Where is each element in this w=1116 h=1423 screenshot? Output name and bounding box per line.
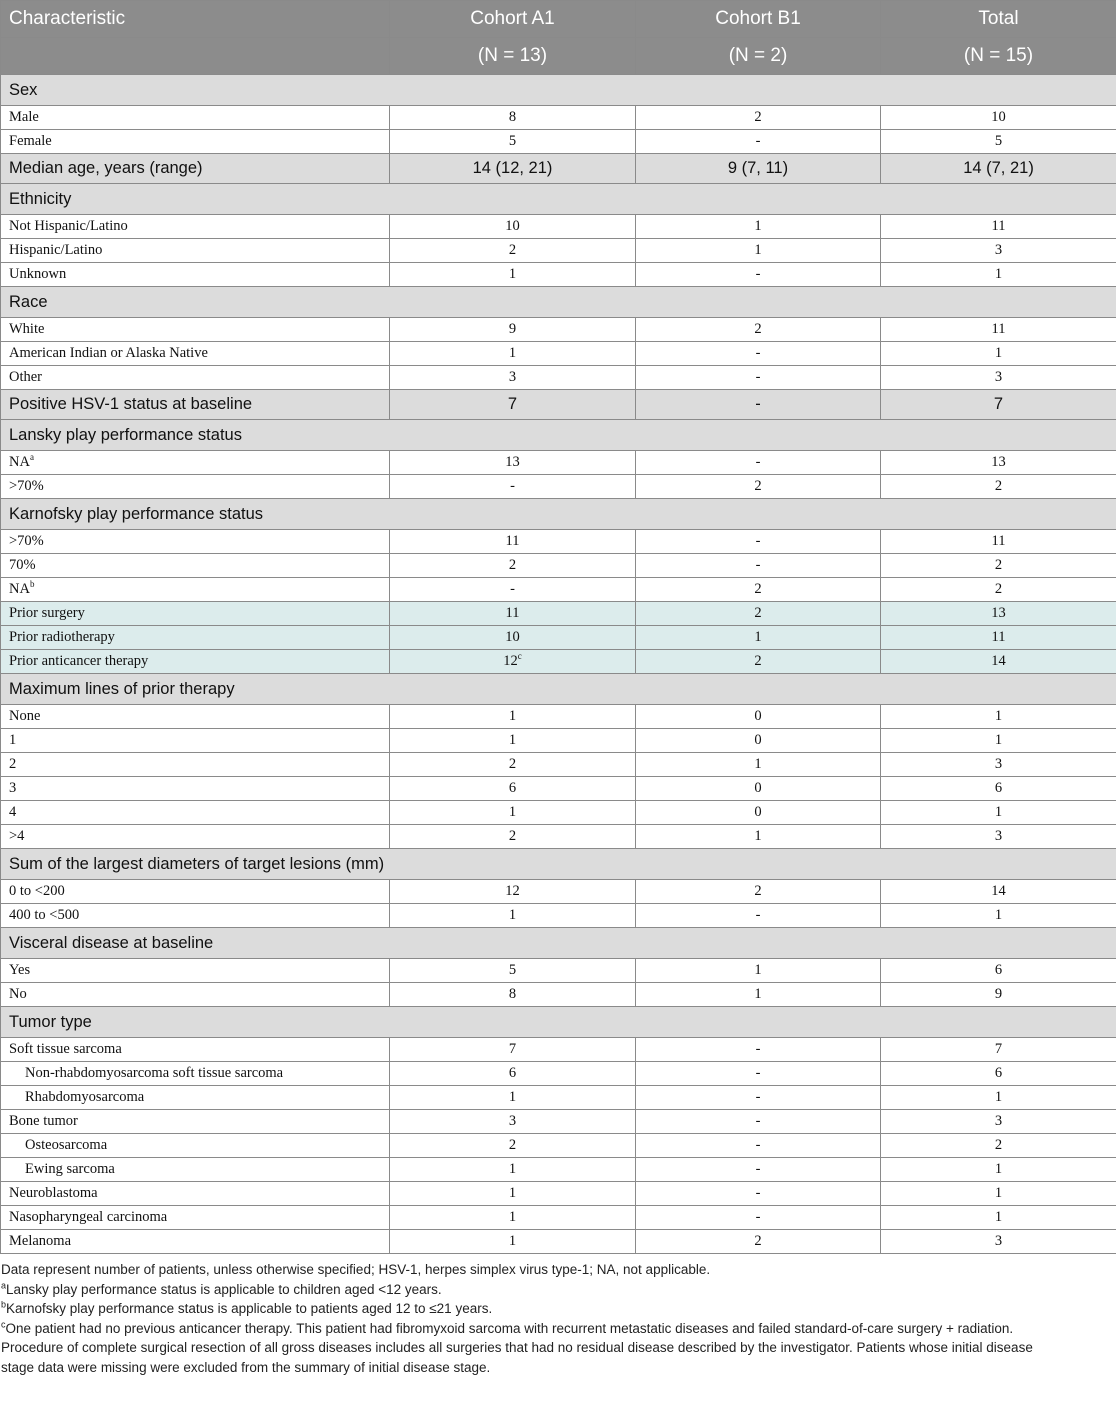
cell-a1: 1: [390, 342, 636, 366]
header-n-row: [1, 38, 1116, 75]
row-label: Soft tissue sarcoma: [1, 1038, 390, 1062]
cell-total: 10: [881, 106, 1116, 130]
cell-total: 1: [881, 904, 1116, 928]
row-label-text: NA: [9, 454, 30, 470]
cell-a1: 1: [390, 1206, 636, 1230]
section-title: Tumor type: [1, 1007, 1116, 1038]
row-label: 0 to <200: [1, 880, 390, 904]
cell-a1: 2: [390, 554, 636, 578]
cell-a1: 11: [390, 602, 636, 626]
table-row: [1, 1206, 1116, 1230]
cell-total: 1: [881, 705, 1116, 729]
row-label: 3: [1, 777, 390, 801]
cell-b1: 9 (7, 11): [636, 154, 881, 184]
header-n-total: (N = 15): [881, 38, 1116, 75]
table-row: [1, 959, 1116, 983]
row-label: 70%: [1, 554, 390, 578]
section-header: [1, 674, 1116, 705]
cell-a1: 8: [390, 983, 636, 1007]
cell-a1: 2: [390, 239, 636, 263]
cell-total: 2: [881, 475, 1116, 499]
row-label: White: [1, 318, 390, 342]
row-label: 4: [1, 801, 390, 825]
cell-a1: 5: [390, 959, 636, 983]
cell-total: 14 (7, 21): [881, 154, 1116, 184]
cell-b1: -: [636, 366, 881, 390]
cell-b1: -: [636, 1062, 881, 1086]
cell-b1: -: [636, 904, 881, 928]
section-title: Karnofsky play performance status: [1, 499, 1116, 530]
table-row: [1, 1230, 1116, 1254]
cell-b1: -: [636, 1206, 881, 1230]
cell-b1: -: [636, 1134, 881, 1158]
row-label: 1: [1, 729, 390, 753]
table-row: [1, 1062, 1116, 1086]
footnote-marker: c: [1, 1319, 6, 1329]
section-header: [1, 1007, 1116, 1038]
row-label: Not Hispanic/Latino: [1, 215, 390, 239]
cell-b1: 1: [636, 215, 881, 239]
cell-a1: 12: [390, 880, 636, 904]
table-row: [1, 729, 1116, 753]
footnote-marker: a: [29, 452, 34, 463]
table-row-highlighted: [1, 602, 1116, 626]
cell-b1: 1: [636, 983, 881, 1007]
cell-total: 1: [881, 1206, 1116, 1230]
cell-b1: 2: [636, 602, 881, 626]
cell-b1: -: [636, 1086, 881, 1110]
cell-a1: 2: [390, 1134, 636, 1158]
cell-b1: -: [636, 554, 881, 578]
row-label: None: [1, 705, 390, 729]
section-header: [1, 420, 1116, 451]
cell-total: 7: [881, 1038, 1116, 1062]
section-title: Sum of the largest diameters of target lesions (mm): [1, 849, 1116, 880]
row-label: 400 to <500: [1, 904, 390, 928]
cell-a1: 1: [390, 1086, 636, 1110]
cell-a1: -: [390, 475, 636, 499]
cell-b1: 1: [636, 753, 881, 777]
cell-total: 11: [881, 215, 1116, 239]
cell-b1: 2: [636, 106, 881, 130]
cell-b1: -: [636, 530, 881, 554]
row-label: Prior radiotherapy: [1, 626, 390, 650]
table-row: [1, 1086, 1116, 1110]
row-label-indented: Rhabdomyosarcoma: [1, 1086, 390, 1110]
footnote-c-text: One patient had no previous anticancer therapy. This patient had fibromyxoid sarcoma with recurrent metastatic diseases and failed standard-of-care surgery + radiation.: [5, 1320, 1014, 1336]
section-header: [1, 75, 1116, 106]
cell-total: 9: [881, 983, 1116, 1007]
table-row: [1, 578, 1116, 602]
table-row: [1, 880, 1116, 904]
summary-row: [1, 390, 1116, 420]
cell-total: 3: [881, 753, 1116, 777]
footnote-marker: c: [517, 651, 522, 662]
cell-b1: 0: [636, 705, 881, 729]
row-label: Prior surgery: [1, 602, 390, 626]
cell-a1: 9: [390, 318, 636, 342]
cell-total: 11: [881, 318, 1116, 342]
header-row: [1, 1, 1116, 38]
cell-total: 3: [881, 1230, 1116, 1254]
cell-total: 11: [881, 530, 1116, 554]
cell-total: 2: [881, 1134, 1116, 1158]
cell-total: 6: [881, 777, 1116, 801]
table-row: [1, 239, 1116, 263]
cell-b1: 1: [636, 825, 881, 849]
cell-b1: 1: [636, 626, 881, 650]
table-row: [1, 777, 1116, 801]
cell-a1: 10: [390, 626, 636, 650]
row-label: Male: [1, 106, 390, 130]
row-label-indented: Osteosarcoma: [1, 1134, 390, 1158]
cell-total: 6: [881, 959, 1116, 983]
cell-a1: 6: [390, 777, 636, 801]
row-label: Neuroblastoma: [1, 1182, 390, 1206]
cell-b1: -: [636, 1158, 881, 1182]
cell-total: 1: [881, 801, 1116, 825]
section-header: [1, 499, 1116, 530]
row-label-indented: Non-rhabdomyosarcoma soft tissue sarcoma: [1, 1062, 390, 1086]
cell-total: 3: [881, 1110, 1116, 1134]
cell-b1: 2: [636, 880, 881, 904]
cell-a1-value: 12: [503, 653, 518, 669]
table-row: [1, 1110, 1116, 1134]
cell-a1: 5: [390, 130, 636, 154]
header-cohort-b1: Cohort B1: [636, 1, 881, 38]
cell-a1: 1: [390, 1158, 636, 1182]
cell-a1: 1: [390, 1230, 636, 1254]
footnote-marker: a: [1, 1280, 7, 1290]
section-header: [1, 928, 1116, 959]
cell-b1: 2: [636, 318, 881, 342]
table-row: [1, 983, 1116, 1007]
cell-b1: 2: [636, 650, 881, 674]
footnote-b: [1, 1299, 1116, 1319]
section-title: Maximum lines of prior therapy: [1, 674, 1116, 705]
section-title: Race: [1, 287, 1116, 318]
cell-b1: 2: [636, 578, 881, 602]
footnote-c: [1, 1319, 1116, 1339]
cell-a1: 10: [390, 215, 636, 239]
table-row: [1, 825, 1116, 849]
table-row: [1, 1182, 1116, 1206]
cell-b1: -: [636, 1182, 881, 1206]
cell-b1: -: [636, 1110, 881, 1134]
row-label: Other: [1, 366, 390, 390]
table-row: [1, 475, 1116, 499]
cell-a1: -: [390, 578, 636, 602]
row-label: [1, 578, 390, 602]
cell-total: 7: [881, 390, 1116, 420]
cell-total: 3: [881, 366, 1116, 390]
row-label: Hispanic/Latino: [1, 239, 390, 263]
cell-total: 14: [881, 880, 1116, 904]
cell-a1: 1: [390, 263, 636, 287]
header-n-a1: (N = 13): [390, 38, 636, 75]
cell-a1: 1: [390, 904, 636, 928]
cell-a1: 6: [390, 1062, 636, 1086]
row-label: Bone tumor: [1, 1110, 390, 1134]
table-row: [1, 342, 1116, 366]
cell-b1: 2: [636, 1230, 881, 1254]
cell-b1: -: [636, 130, 881, 154]
table-row-highlighted: [1, 650, 1116, 674]
cell-total: 1: [881, 729, 1116, 753]
header-empty-cell: [1, 38, 390, 75]
table-row: [1, 554, 1116, 578]
footnote-main: Data represent number of patients, unless otherwise specified; HSV-1, herpes simplex virus type-1; NA, not applicable.: [1, 1262, 711, 1277]
row-label: Melanoma: [1, 1230, 390, 1254]
cell-total: 14: [881, 650, 1116, 674]
cell-total: 6: [881, 1062, 1116, 1086]
cell-b1: 0: [636, 777, 881, 801]
table-row: [1, 366, 1116, 390]
row-label: No: [1, 983, 390, 1007]
cell-total: 1: [881, 1158, 1116, 1182]
table-row: [1, 1158, 1116, 1182]
table-row: [1, 801, 1116, 825]
cell-b1: -: [636, 263, 881, 287]
cell-a1: 14 (12, 21): [390, 154, 636, 184]
cell-total: 3: [881, 825, 1116, 849]
summary-row: [1, 154, 1116, 184]
cell-total: 2: [881, 554, 1116, 578]
cell-total: 3: [881, 239, 1116, 263]
header-characteristic: Characteristic: [1, 1, 390, 38]
table-row: [1, 130, 1116, 154]
row-label: Nasopharyngeal carcinoma: [1, 1206, 390, 1230]
section-title: Ethnicity: [1, 184, 1116, 215]
cell-a1: 1: [390, 801, 636, 825]
header-n-b1: (N = 2): [636, 38, 881, 75]
cell-a1: 1: [390, 1182, 636, 1206]
cell-b1: -: [636, 390, 881, 420]
row-label: Prior anticancer therapy: [1, 650, 390, 674]
cell-b1: 2: [636, 475, 881, 499]
cell-total: 2: [881, 578, 1116, 602]
cell-b1: 0: [636, 801, 881, 825]
row-label: American Indian or Alaska Native: [1, 342, 390, 366]
table-row: [1, 106, 1116, 130]
table-row-highlighted: [1, 626, 1116, 650]
cell-a1: 2: [390, 753, 636, 777]
table-row: [1, 705, 1116, 729]
table-row: [1, 451, 1116, 475]
table-row: [1, 1038, 1116, 1062]
section-title: Visceral disease at baseline: [1, 928, 1116, 959]
row-label: Female: [1, 130, 390, 154]
table-row: [1, 753, 1116, 777]
cell-b1: -: [636, 451, 881, 475]
cell-a1: 3: [390, 1110, 636, 1134]
header-cohort-a1: Cohort A1: [390, 1, 636, 38]
table-row: [1, 530, 1116, 554]
section-header: [1, 849, 1116, 880]
cell-a1: 2: [390, 825, 636, 849]
section-title: Sex: [1, 75, 1116, 106]
row-label: >70%: [1, 530, 390, 554]
row-label: [1, 451, 390, 475]
cell-b1: 0: [636, 729, 881, 753]
cell-total: 1: [881, 342, 1116, 366]
cell-a1: 1: [390, 729, 636, 753]
row-label: >4: [1, 825, 390, 849]
row-label: 2: [1, 753, 390, 777]
row-label: >70%: [1, 475, 390, 499]
cell-a1: 7: [390, 390, 636, 420]
table-row: [1, 904, 1116, 928]
cell-total: 1: [881, 1182, 1116, 1206]
footnote-marker: b: [1, 1299, 7, 1310]
cell-total: 5: [881, 130, 1116, 154]
footnote-a-text: Lansky play performance status is applicable to children aged <12 years.: [6, 1281, 442, 1297]
cell-total: 13: [881, 451, 1116, 475]
footnote-d-line1: Procedure of complete surgical resection of all gross diseases includes all surgeries that had no residual disease described by the investigator. Patients whose initial disease: [1, 1340, 1033, 1355]
section-title: Lansky play performance status: [1, 420, 1116, 451]
cell-b1: 1: [636, 239, 881, 263]
cell-b1: 1: [636, 959, 881, 983]
footnote-b-text: Karnofsky play performance status is applicable to patients aged 12 to ≤21 years.: [6, 1301, 493, 1316]
cell-total: 1: [881, 263, 1116, 287]
table-row: [1, 215, 1116, 239]
row-label: Unknown: [1, 263, 390, 287]
row-label: Median age, years (range): [1, 154, 390, 184]
footnote-a: [1, 1280, 1116, 1300]
cell-a1: 7: [390, 1038, 636, 1062]
cell-total: 13: [881, 602, 1116, 626]
cell-total: 11: [881, 626, 1116, 650]
table-row: [1, 263, 1116, 287]
cell-a1: [390, 650, 636, 674]
cell-a1: 1: [390, 705, 636, 729]
footnote-marker: b: [29, 579, 35, 590]
footnote-d-line2: stage data were missing were excluded from the summary of initial disease stage.: [1, 1359, 491, 1375]
row-label-indented: Ewing sarcoma: [1, 1158, 390, 1182]
cell-b1: -: [636, 1038, 881, 1062]
row-label: Positive HSV-1 status at baseline: [1, 390, 390, 420]
cell-b1: -: [636, 342, 881, 366]
cell-a1: 8: [390, 106, 636, 130]
header-total: Total: [881, 1, 1116, 38]
cell-a1: 11: [390, 530, 636, 554]
table-footnotes: [0, 1254, 1116, 1377]
section-header: [1, 184, 1116, 215]
table-row: [1, 1134, 1116, 1158]
cell-a1: 3: [390, 366, 636, 390]
section-header: [1, 287, 1116, 318]
row-label-text: NA: [9, 581, 30, 597]
cell-total: 1: [881, 1086, 1116, 1110]
cell-a1: 13: [390, 451, 636, 475]
table-row: [1, 318, 1116, 342]
row-label: Yes: [1, 959, 390, 983]
